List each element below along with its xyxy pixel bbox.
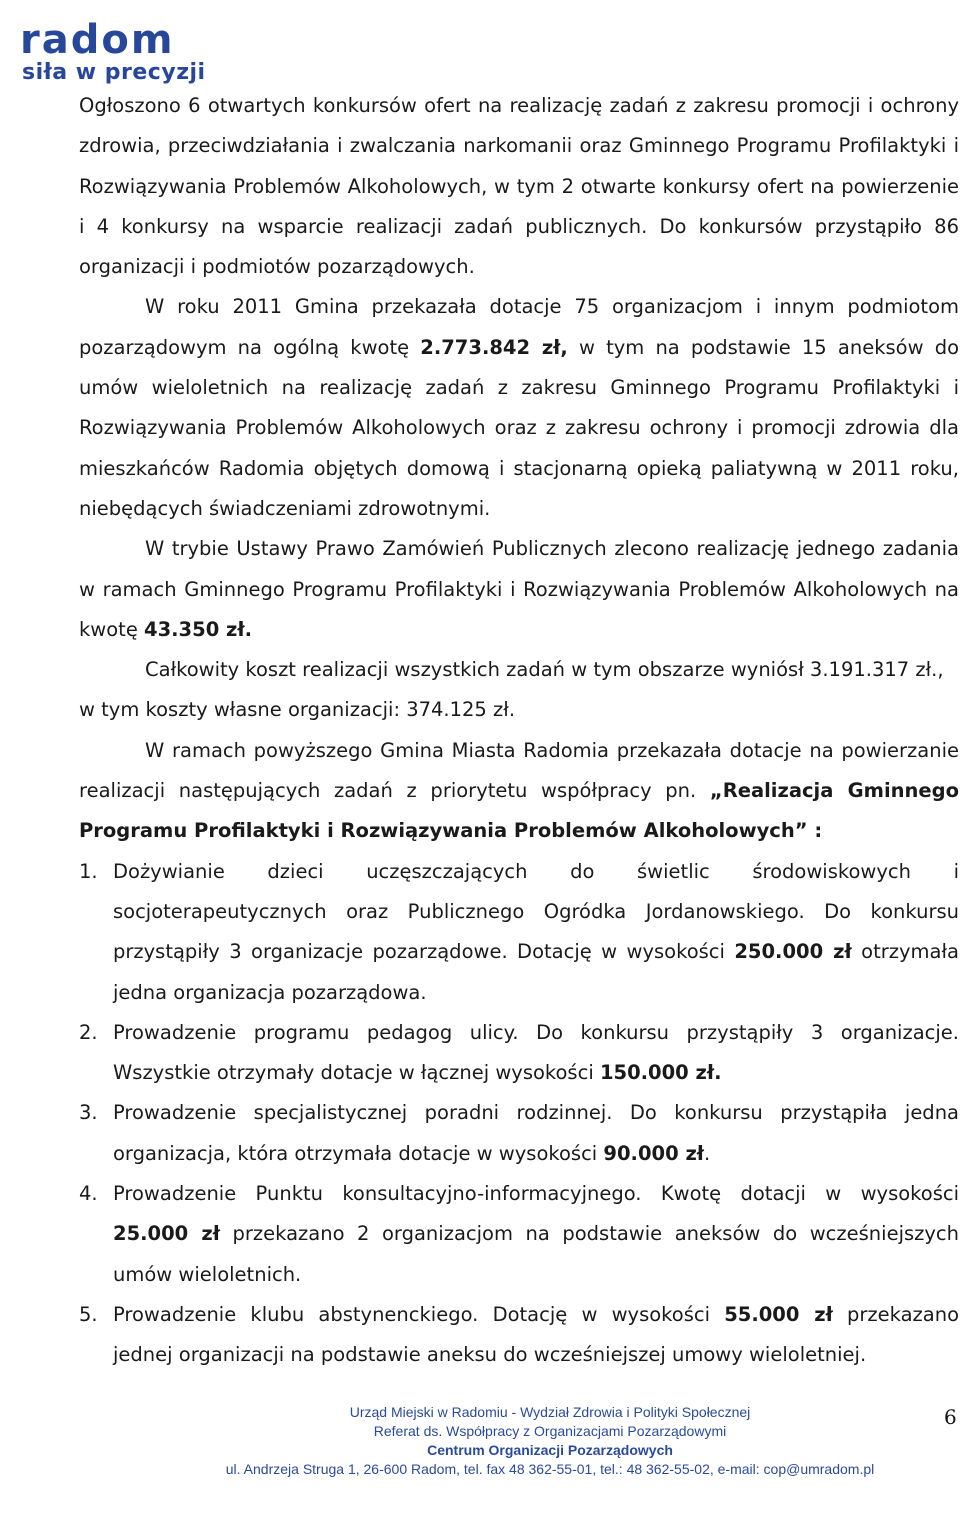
footer-line-center: Centrum Organizacji Pozarządowych xyxy=(427,1442,673,1458)
paragraph-4b: w tym koszty własne organizacji: 374.125 zł. xyxy=(79,698,516,722)
list-item: 4. Prowadzenie Punktu konsultacyjno-informacyjnego. Kwotę dotacji w wysokości 25.000 zł przekazano 2 organizacjom na podstawie aneksów do wcześniejszych umów wieloletnich. xyxy=(79,1182,959,1286)
paragraph-2: W roku 2011 Gmina przekazała dotacje 75 organizacjom i innym podmiotom pozarządowym na ogólną kwotę 2.773.842 zł, w tym na podstawie 15 aneksów do umów wieloletnich na realizację zadań z zakresu Gminnego Programu Profilaktyki i Rozwiązywania Problemów Alkoholowych oraz z zakresu ochrony i promocji zdrowia dla mieszkańców Radomia objętych domową i stacjonarną opieką paliatywną w 2011 roku, niebędących świadczeniami zdrowotnymi. xyxy=(79,295,960,520)
footer-line-office: Urząd Miejski w Radomiu - Wydział Zdrowia i Polityki Społecznej xyxy=(349,1404,751,1420)
list-item: 3. Prowadzenie specjalistycznej poradni rodzinnej. Do konkursu przystąpiła jedna organizacja, która otrzymała dotacje w wysokości 90.000 zł. xyxy=(79,1101,959,1165)
footer-line-address: ul. Andrzeja Struga 1, 26-600 Radom, tel. fax 48 362-55-01, tel.: 48 362-55-02, e-mail: cop@umradom.pl xyxy=(225,1461,875,1477)
task-list xyxy=(79,852,959,1376)
document-body xyxy=(79,86,959,1376)
program-title: „Realizacja Gminnego Programu Profilaktyki i Rozwiązywania Problemów Alkoholowych” : xyxy=(79,779,959,843)
radom-logo xyxy=(20,18,220,88)
amount-total: 2.773.842 zł, xyxy=(420,335,568,359)
page-number: 6 xyxy=(944,1405,957,1429)
paragraph-5: W ramach powyższego Gmina Miasta Radomia przekazała dotacje na powierzanie realizacji następujących zadań z priorytetu współpracy pn. „Realizacja Gminnego Programu Profilaktyki i Rozwiązywania Problemów Alkoholowych” : xyxy=(79,738,959,843)
paragraph-1: Ogłoszono 6 otwartych konkursów ofert na realizację zadań z zakresu promocji i ochrony zdrowia, przeciwdziałania i zwalczania narkomanii oraz Gminnego Programu Profilaktyki i Rozwiązywania Problemów Alkoholowych, w tym 2 otwarte konkursy ofert na powierzenie i 4 konkursy na wsparcie realizacji zadań publicznych. Do konkursów przystąpiło 86 organizacji i podmiotów pozarządowych. xyxy=(79,94,959,279)
footer-line-department: Referat ds. Współpracy z Organizacjami Pozarządowymi xyxy=(373,1423,727,1439)
page-footer xyxy=(180,1403,920,1479)
logo-tagline: siła w precyzji xyxy=(22,60,206,85)
paragraph-4a: Całkowity koszt realizacji wszystkich zadań w tym obszarze wyniósł 3.191.317 zł., xyxy=(145,658,944,682)
amount-pzp: 43.350 zł. xyxy=(144,617,253,641)
list-item: 1. Dożywianie dzieci uczęszczających do świetlic środowiskowych i socjoterapeutycznych oraz Publicznego Ogródka Jordanowskiego. Do konkursu przystąpiły 3 organizacje pozarządowe. Dotację w wysokości 250.000 zł otrzymała jedna organizacja pozarządowa. xyxy=(79,859,959,1004)
list-item: 2. Prowadzenie programu pedagog ulicy. Do konkursu przystąpiły 3 organizacje. Wszystkie otrzymały dotacje w łącznej wysokości 150.000 zł. xyxy=(79,1020,959,1085)
logo-wordmark: radom xyxy=(20,17,175,63)
list-item: 5. Prowadzenie klubu abstynenckiego. Dotację w wysokości 55.000 zł przekazano jednej organizacji na podstawie aneksu do wcześniejszej umowy wieloletniej. xyxy=(79,1302,960,1367)
paragraph-3: W trybie Ustawy Prawo Zamówień Publicznych zlecono realizację jednego zadania w ramach Gminnego Programu Profilaktyki i Rozwiązywania Problemów Alkoholowych na kwotę 43.350 zł. xyxy=(79,537,959,641)
